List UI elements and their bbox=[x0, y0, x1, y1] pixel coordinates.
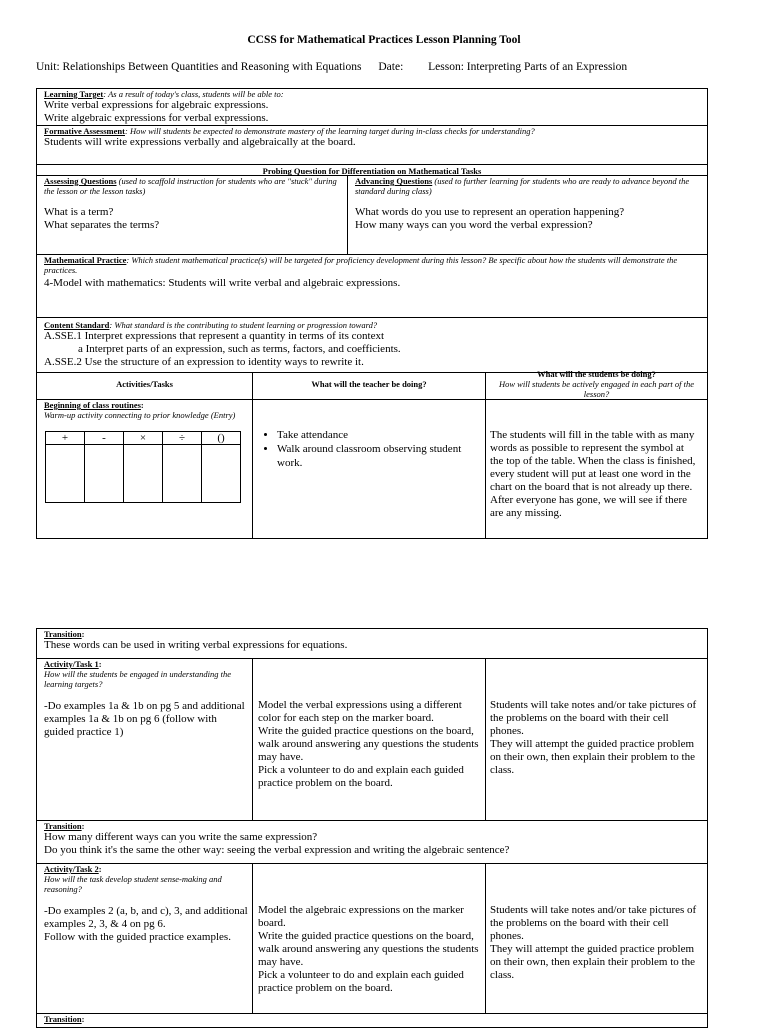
transition-2: Transition: How many different ways can you write the same expression? Do you think it's the same the other way: seeing the verbal expression and writing the algebraic sentence? bbox=[44, 821, 704, 857]
document-title: CCSS for Mathematical Practices Lesson Planning Tool bbox=[247, 34, 521, 46]
transition-2-line-2: Do you think it's the same the other way: seeing the verbal expression and writing the algebraic sentence? bbox=[44, 844, 510, 856]
beginning-prompt: Warm-up activity connecting to prior knowledge (Entry) bbox=[44, 410, 236, 420]
learning-target-line-1: Write verbal expressions for algebraic expressions. bbox=[44, 99, 269, 111]
assessing-prompt: (used to scaffold instruction for students who are "stuck" during the lesson or the lesson tasks) bbox=[44, 176, 337, 196]
practice-label: Mathematical Practice bbox=[44, 255, 127, 265]
unit-text: Unit: Relationships Between Quantities and Reasoning with Equations bbox=[36, 61, 362, 73]
col-header-activities bbox=[37, 379, 252, 389]
symbol-minus: - bbox=[85, 432, 124, 445]
col-students-sub: How will students be actively engaged in each part of the lesson? bbox=[499, 379, 694, 399]
assessing-label: Assessing Questions bbox=[44, 176, 117, 186]
content-standard-label: Content Standard bbox=[44, 320, 110, 330]
symbol-cell-empty[interactable] bbox=[202, 445, 241, 503]
task-1-students: Students will take notes and/or take pictures of the problems on the board with their cell phones. They will attempt the guided practice problem on their own, then explain their problem to the class. bbox=[490, 699, 697, 776]
assessing-q-1: What is a term? bbox=[44, 206, 114, 218]
advancing-q-2: How many ways can you word the verbal expression? bbox=[355, 219, 593, 231]
assessing-questions bbox=[44, 176, 340, 232]
practice-text: 4-Model with mathematics: Students will write verbal and algebraic expressions. bbox=[44, 277, 401, 289]
col-activities-text: Activities/Tasks bbox=[116, 379, 173, 389]
transition-3: Transition: bbox=[44, 1014, 85, 1024]
symbol-cell-empty[interactable] bbox=[124, 445, 163, 503]
task-2-students: Students will take notes and/or take pictures of the problems on the board with their cell phones. They will attempt the guided practice problem on their own, then explain their problem to the class. bbox=[490, 904, 697, 981]
beginning-colon: : bbox=[140, 400, 144, 410]
task-1-prompt: How will the students be engaged in understanding the learning targets? bbox=[44, 669, 231, 689]
task-2-label: Activity/Task 2 bbox=[44, 864, 99, 874]
task-2-prompt: How will the task develop student sense-making and reasoning? bbox=[44, 874, 222, 894]
formative-text: Students will write expressions verbally and algebraically at the board. bbox=[44, 136, 356, 148]
learning-target-label: Learning Target bbox=[44, 89, 104, 99]
transition-3-label: Transition bbox=[44, 1014, 82, 1024]
standard-line-3: A.SSE.2 Use the structure of an expression to identity ways to rewrite it. bbox=[44, 356, 364, 368]
assessing-q-2: What separates the terms? bbox=[44, 219, 160, 231]
standard-line-2: a Interpret parts of an expression, such as terms, factors, and coefficients. bbox=[78, 343, 401, 355]
symbol-cell-empty[interactable] bbox=[85, 445, 124, 503]
transition-1-text: These words can be used in writing verbal expressions for equations. bbox=[44, 639, 348, 651]
learning-target-line-2: Write algebraic expressions for verbal expressions. bbox=[44, 112, 269, 124]
date-text: Date: bbox=[378, 61, 404, 73]
beginning-routines bbox=[44, 400, 250, 420]
task-2-activity-text: -Do examples 2 (a, b, and c), 3, and additional examples 2, 3, & 4 on pg 6. Follow with the guided practice examples. bbox=[44, 905, 248, 943]
task-1-activity: Activity/Task 1: How will the students be engaged in understanding the learning targets? -Do examples 1a & 1b on pg 5 and additional examples 1a & 1b on pg 6 (follow with guided practice 1) bbox=[44, 659, 248, 739]
symbol-divide: ÷ bbox=[163, 432, 202, 445]
formative-assessment-section bbox=[44, 126, 704, 149]
transition-1: Transition: These words can be used in writing verbal expressions for equations. bbox=[44, 629, 704, 652]
task-2-activity: Activity/Task 2: How will the task develop student sense-making and reasoning? -Do examples 2 (a, b, and c), 3, and additional examples 2, 3, & 4 on pg 6. Follow with the guided practice examples. bbox=[44, 864, 248, 943]
transition-2-line-1: How many different ways can you write the same expression? bbox=[44, 831, 318, 843]
learning-target-prompt: : As a result of today's class, students will be able to: bbox=[103, 89, 284, 99]
formative-prompt: : How will students be expected to demonstrate mastery of the learning target during in-class checks for understanding? bbox=[124, 126, 535, 136]
advancing-prompt: (used to further learning for students who are ready to advance beyond the standard during class) bbox=[355, 176, 690, 196]
math-practice-section bbox=[44, 255, 704, 290]
symbol-table bbox=[45, 431, 241, 503]
advancing-questions bbox=[355, 176, 703, 232]
lesson-plan-table-1 bbox=[36, 88, 708, 539]
symbol-times: × bbox=[124, 432, 163, 445]
col-students-text: What will the students be doing? bbox=[537, 369, 656, 379]
beginning-students: The students will fill in the table with as many words as possible to represent the symbol at the top of the table. When the class is finished, every student will put at least one word in the chart on the board that is not already up there. After everyone has gone, we will see if there are any missing. bbox=[490, 429, 696, 519]
task-2-teacher: Model the algebraic expressions on the marker board. Write the guided practice questions on the board, walk around answering any questions the students may have. Pick a volunteer to do and explain each guided practice problem on the board. bbox=[258, 904, 479, 994]
learning-target-section bbox=[44, 89, 704, 125]
teacher-bullet-1: • Take attendance bbox=[277, 428, 481, 442]
beginning-teacher bbox=[259, 428, 481, 470]
advancing-label: Advancing Questions bbox=[355, 176, 433, 186]
unit-line bbox=[36, 61, 627, 73]
col-header-teacher bbox=[253, 379, 485, 389]
transition-1-label: Transition bbox=[44, 629, 82, 639]
col-header-students bbox=[486, 369, 707, 399]
col-teacher-text: What will the teacher be doing? bbox=[311, 379, 427, 389]
teacher-bullet-2: • Walk around classroom observing student work. bbox=[277, 442, 481, 470]
probing-heading-text: Probing Question for Differentiation on Mathematical Tasks bbox=[262, 166, 482, 176]
lesson-plan-table-2 bbox=[36, 628, 708, 1028]
formative-label: Formative Assessment bbox=[44, 126, 125, 136]
symbol-cell-empty[interactable] bbox=[163, 445, 202, 503]
practice-prompt: : Which student mathematical practice(s) will be targeted for proficiency development during this lesson? Be specific about how the students will demonstrate the practices. bbox=[44, 255, 678, 275]
standard-line-1: A.SSE.1 Interpret expressions that represent a quantity in terms of its context bbox=[44, 330, 385, 342]
symbol-parens: () bbox=[202, 432, 241, 445]
task-1-activity-text: -Do examples 1a & 1b on pg 5 and additional examples 1a & 1b on pg 6 (follow with guided practice 1) bbox=[44, 700, 245, 738]
advancing-q-1: What words do you use to represent an operation happening? bbox=[355, 206, 625, 218]
task-1-label: Activity/Task 1 bbox=[44, 659, 99, 669]
transition-2-label: Transition bbox=[44, 821, 82, 831]
symbol-cell-empty[interactable] bbox=[46, 445, 85, 503]
content-standard-prompt: : What standard is the contributing to student learning or progression toward? bbox=[109, 320, 378, 330]
task-1-teacher: Model the verbal expressions using a different color for each step on the marker board. Write the guided practice questions on the board, walk around answering any questions the students may have. Pick a volunteer to do and explain each guided practice problem on the board. bbox=[258, 699, 479, 789]
content-standard-section bbox=[44, 320, 704, 369]
lesson-text: Lesson: Interpreting Parts of an Expression bbox=[428, 61, 628, 73]
beginning-label: Beginning of class routines bbox=[44, 400, 141, 410]
symbol-plus: + bbox=[46, 432, 85, 445]
